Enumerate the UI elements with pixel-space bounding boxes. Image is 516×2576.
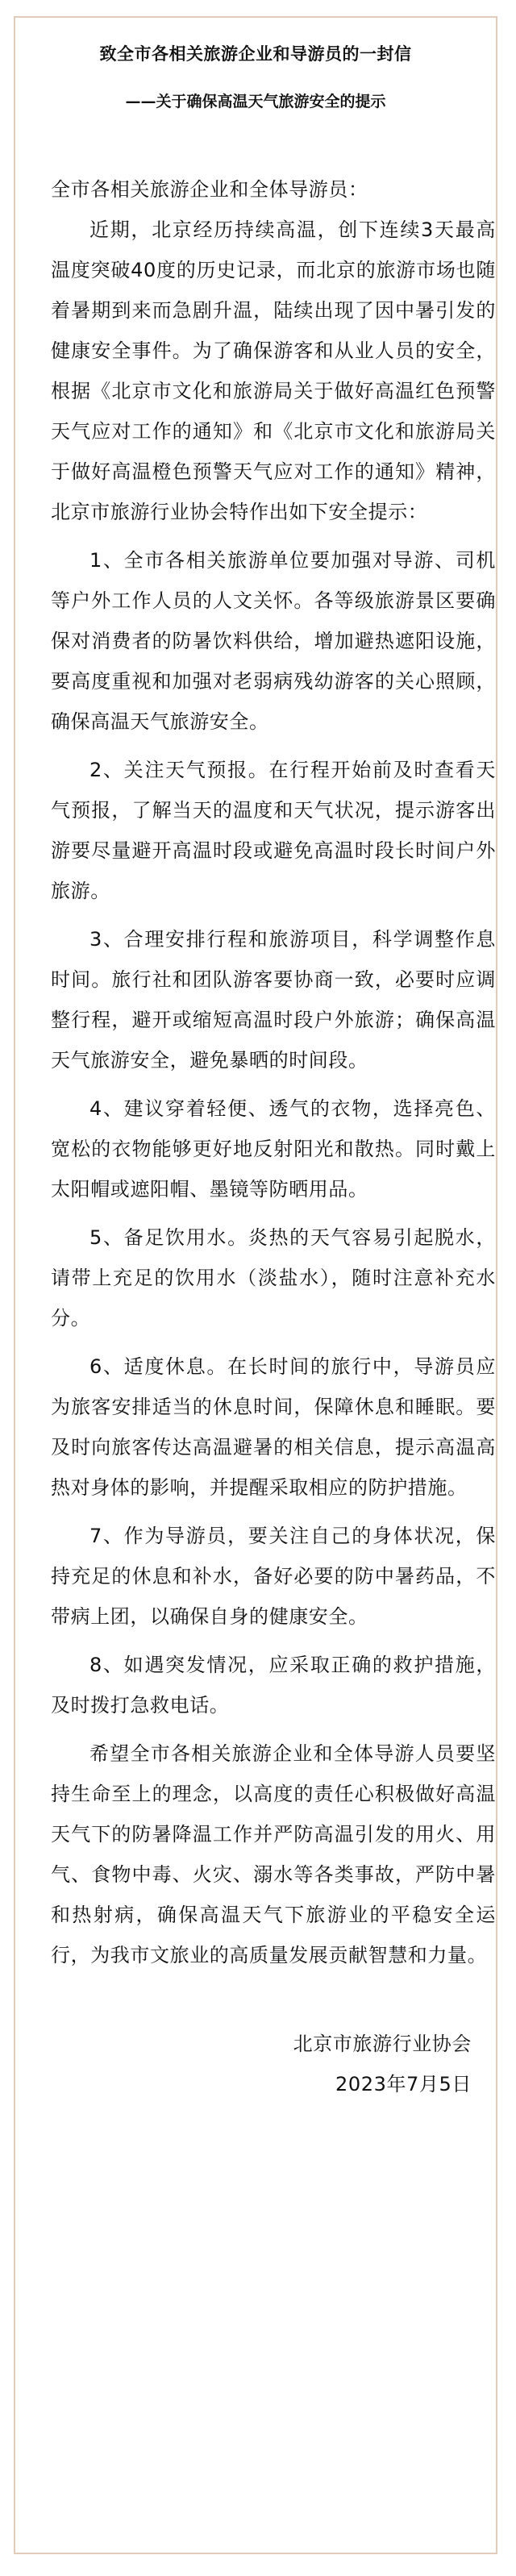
safety-point-6: 6、适度休息。在长时间的旅行中，导游员应为旅客安排适当的休息时间，保障休息和睡眠。要及时向旅客传达高温避暑的相关信息，提示高温高热对身体的影响，并提醒采取相应的防护措施。	[51, 1355, 496, 1499]
letter-body	[51, 169, 496, 2104]
safety-point-7: 7、作为导游员，要关注自己的身体状况，保持充足的休息和补水，备好必要的防中暑药品，不带病上团，以确保自身的健康安全。	[51, 1525, 496, 1628]
letter-frame	[14, 16, 497, 2554]
safety-point-4: 4、建议穿着轻便、透气的衣物，选择亮色、宽松的衣物能够更好地反射阳光和散热。同时戴上太阳帽或遮阳帽、墨镜等防晒用品。	[51, 1097, 496, 1201]
closing-paragraph: 希望全市各相关旅游企业和全体导游人员要坚持生命至上的理念，以高度的责任心积极做好高温天气下的防暑降温工作并严防高温引发的用火、用气、食物中毒、火灾、溺水等各类事故，严防中暑和热射病，确保高温天气下旅游业的平稳安全运行，为我市文旅业的高质量发展贡献智慧和力量。	[51, 1742, 496, 1966]
safety-point-8: 8、如遇突发情况，应采取正确的救护措施，及时拨打急救电话。	[51, 1654, 496, 1717]
salutation: 全市各相关旅游企业和全体导游员：	[51, 178, 368, 201]
letter-title: 致全市各相关旅游企业和导游员的一封信	[99, 44, 412, 64]
signature-organization: 北京市旅游行业协会	[293, 2033, 472, 2055]
signature-block	[51, 2024, 496, 2104]
signature-date: 2023年7月5日	[335, 2073, 472, 2095]
intro-paragraph: 近期，北京经历持续高温，创下连续3天最高温度突破40度的历史记录，而北京的旅游市场也随着暑期到来而急剧升温，陆续出现了因中暑引发的健康安全事件。为了确保游客和从业人员的安全，根据《北京市文化和旅游局关于做好高温红色预警天气应对工作的通知》和《北京市文化和旅游局关于做好高温橙色预警天气应对工作的通知》精神，北京市旅游行业协会特作出如下安全提示：	[51, 218, 496, 523]
safety-point-5: 5、备足饮用水。炎热的天气容易引起脱水，请带上充足的饮用水（淡盐水），随时注意补充水分。	[51, 1226, 496, 1330]
safety-point-3: 3、合理安排行程和旅游项目，科学调整作息时间。旅行社和团队游客要协商一致，必要时应调整行程，避开或缩短高温时段户外旅游；确保高温天气旅游安全，避免暴晒的时间段。	[51, 928, 496, 1072]
letter-subtitle: ——关于确保高温天气旅游安全的提示	[125, 93, 386, 110]
safety-point-1: 1、全市各相关旅游单位要加强对导游、司机等户外工作人员的人文关怀。各等级旅游景区要确保对消费者的防暑饮料供给，增加避热遮阳设施，要高度重视和加强对老弱病残幼游客的关心照顾，确保高温天气旅游安全。	[51, 549, 496, 733]
safety-point-2: 2、关注天气预报。在行程开始前及时查看天气预报，了解当天的温度和天气状况，提示游客出游要尽量避开高温时段或避免高温时段长时间户外旅游。	[51, 759, 496, 902]
